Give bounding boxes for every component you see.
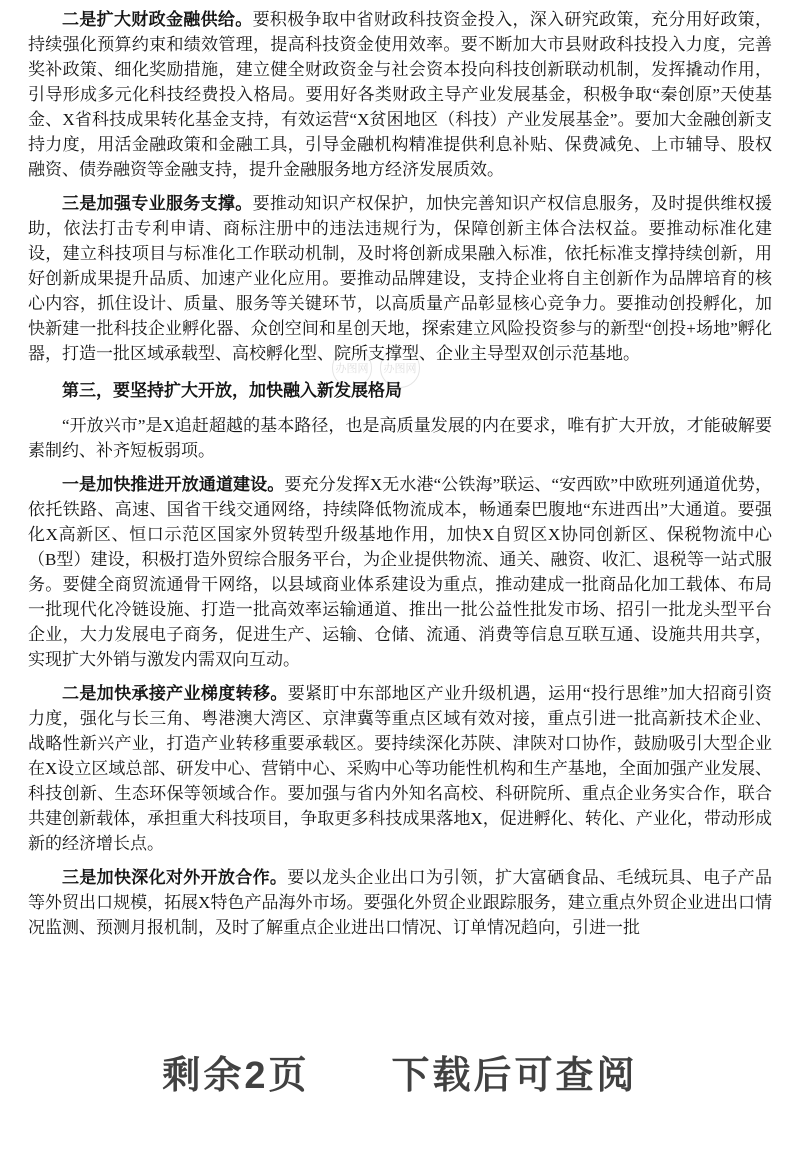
watermark-stamp: 办图网 <box>380 348 420 388</box>
paragraph <box>28 865 772 940</box>
paragraph-lead: 三是加强专业服务支撑。 <box>62 194 253 213</box>
paragraph-lead: 二是加快承接产业梯度转移。 <box>62 684 288 703</box>
paragraph-lead: 三是加快深化对外开放合作。 <box>62 868 288 887</box>
paragraph <box>28 7 772 182</box>
paragraph-text: 要推动知识产权保护，加快完善知识产权信息服务，及时提供维权援助，依法打击专利申请、商标注册中的违法违规行为，保障创新主体合法权益。要推动标准化建设，建立科技项目与标准化工作联动机制，及时将创新成果融入标准，依托标准支撑持续创新，用好创新成果提升品质、加速产业化应用。要推动品牌建设，支持企业将自主创新作为品牌培育的核心内容，抓住设计、质量、服务等关键环节，以高质量产品彰显核心竞争力。要推动创投孵化，加快新建一批科技企业孵化器、众创空间和星创天地，探索建立风险投资参与的新型“创投+场地”孵化器，打造一批区域承载型、高校孵化型、院所支撑型、企业主导型双创示范基地。 <box>28 194 773 363</box>
paragraph-text: 要紧盯中东部地区产业升级机遇，运用“投行思维”加大招商引资力度，强化与长三角、粤港澳大湾区、京津冀等重点区域有效对接，重点引进一批高新技术企业、战略性新兴产业，打造产业转移重要承载区。要持续深化苏陕、津陕对口协作，鼓励吸引大型企业在X设立区域总部、研发中心、营销中心、采购中心等功能性机构和生产基地，全面加强产业发展、科技创新、生态环保等领域合作。要加强与省内外知名高校、科研院所、重点企业务实合作，联合共建创新载体，承担重大科技项目，争取更多科技成果落地X，促进孵化、转化、产业化，带动形成新的经济增长点。 <box>28 684 773 853</box>
paragraph <box>28 191 772 366</box>
paragraph <box>28 413 772 463</box>
paragraph <box>28 472 772 672</box>
paragraph-text: “开放兴市”是X追赶超越的基本路径，也是高质量发展的内在要求，唯有扩大开放，才能破解要素制约、补齐短板弱项。 <box>28 416 772 460</box>
paragraph-text: 要充分发挥X无水港“公铁海”联运、“安西欧”中欧班列通道优势，依托铁路、高速、国省干线交通网络，持续降低物流成本，畅通秦巴腹地“东进西出”大通道。要强化X高新区、恒口示范区国家外贸转型升级基地作用，加快X自贸区X协同创新区、保税物流中心（B型）建设，积极打造外贸综合服务平台，为企业提供物流、通关、融资、收汇、退税等一站式服务。要健全商贸流通骨干网络，以县域商业体系建设为重点，推动建成一批商品化加工载体、布局一批现代化冷链设施、打造一批高效率运输通道、推出一批公益性批发市场、招引一批龙头型平台企业，大力发展电子商务，促进生产、运输、仓储、流通、消费等信息互联互通、设施共用共享，实现扩大外销与激发内需双向互动。 <box>28 475 772 669</box>
paragraph-lead: 一是加快推进开放通道建设。 <box>62 475 285 494</box>
paragraph-lead: 二是扩大财政金融供给。 <box>62 10 253 29</box>
section-heading: 第三，要坚持扩大开放，加快融入新发展格局 <box>62 381 402 400</box>
remaining-pages-notice: 剩余2页 下载后可查阅 <box>162 1055 638 1097</box>
paragraph-text: 要以龙头企业出口为引领，扩大富硒食品、毛绒玩具、电子产品等外贸出口规模，拓展X特色产品海外市场。要强化外贸企业跟踪服务，建立重点外贸企业进出口情况监测、预测月报机制，及时了解重点企业进出口情况、订单情况趋向，引进一批 <box>28 868 773 937</box>
watermark-stamp: 办图网 <box>332 348 372 388</box>
paragraph <box>28 681 772 856</box>
paragraph-text: 要积极争取中省财政科技资金投入，深入研究政策，充分用好政策，持续强化预算约束和绩效管理，提高科技资金使用效率。要不断加大市县财政科技投入力度，完善奖补政策、细化奖励措施，建立健全财政资金与社会资本投向科技创新联动机制，发挥撬动作用，引导形成多元化科技经费投入格局。要用好各类财政主导产业发展基金，积极争取“秦创原”天使基金、X省科技成果转化基金支持，有效运营“X贫困地区（科技）产业发展基金”。要加大金融创新支持力度，用活金融政策和金融工具，引导金融机构精准提供利息补贴、保费减免、上市辅导、股权融资、债券融资等金融支持，提升金融服务地方经济发展质效。 <box>28 10 773 179</box>
